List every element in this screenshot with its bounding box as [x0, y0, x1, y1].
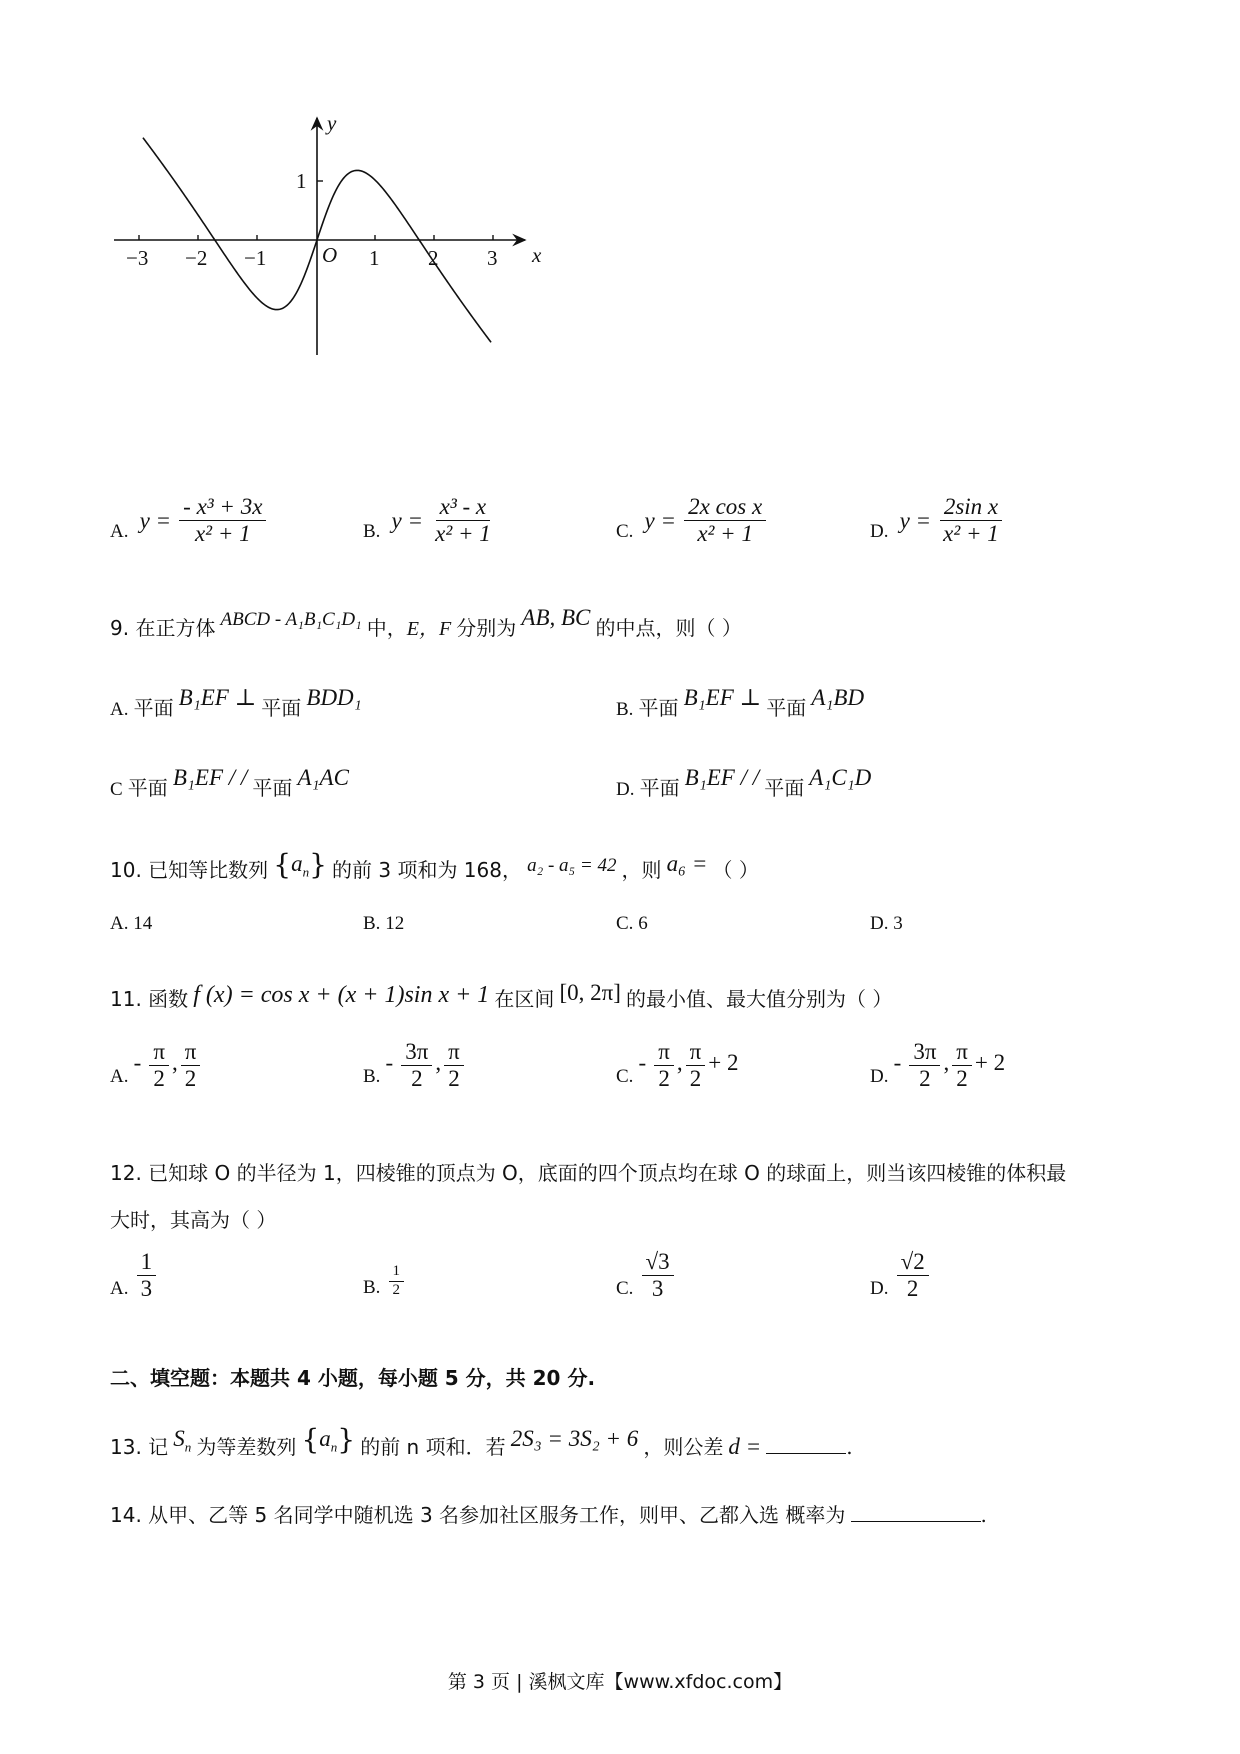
option-letter: D.: [870, 520, 889, 542]
option-letter: C.: [616, 520, 634, 542]
q12-option-a: [110, 1250, 159, 1301]
fraction: $\frac{3\pi}{2}$: [909, 1040, 940, 1091]
common-difference: d =: [728, 1434, 762, 1459]
fraction: $\frac{1}{2}$: [389, 1264, 405, 1299]
separator: ,: [171, 1050, 178, 1076]
fraction: $\frac{√3}{3}$: [642, 1250, 674, 1301]
question-text: 为等差数列: [196, 1435, 297, 1459]
question-text: 在区间: [494, 987, 555, 1011]
points-ef: E，F: [406, 618, 452, 640]
q12-options: [110, 1250, 1120, 1320]
plane-expr: A₁C₁D: [809, 765, 872, 790]
fraction: $\frac{\pi}{2}$: [444, 1040, 464, 1091]
option-fraction: $\frac{\text{2x cos x}}{\text{x² + 1}}$: [684, 495, 766, 546]
question-number: 9. 在正方体: [110, 616, 216, 640]
question-text: 的前 3 项和为 168，: [332, 858, 522, 882]
question-9: [110, 605, 742, 641]
q11-option-a: [110, 1040, 203, 1091]
option-letter: A.: [110, 520, 129, 542]
sequence: $\{a_n\}$: [273, 848, 327, 881]
question-text: 中，: [366, 616, 407, 640]
plane-expr: A₁AC: [297, 765, 349, 790]
question-12-line1: 12. 已知球 O 的半径为 1，四棱锥的顶点为 O，底面的四个顶点均在球 O 的球面上，则当该四棱锥的体积最: [110, 1161, 1067, 1185]
q12-option-c: [616, 1250, 677, 1301]
plane-expr: B₁EF ⊥: [178, 685, 257, 710]
function-graph: [110, 110, 570, 410]
q10-option-c: C. 6: [616, 913, 648, 934]
option-letter: D.: [616, 779, 635, 800]
plane-word: 平面: [261, 696, 302, 720]
question-text: 的中点，则（ ）: [595, 616, 742, 640]
plane-word: 平面: [133, 696, 174, 720]
q10-option-a: A. 14: [110, 913, 153, 934]
q9-option-d: [616, 765, 871, 801]
separator: ,: [676, 1050, 683, 1076]
cube-name: ABCD - A₁B₁C₁D₁: [220, 609, 362, 630]
period: .: [846, 1435, 853, 1459]
q9-option-c: [110, 765, 349, 801]
option-letter: B.: [363, 520, 381, 542]
y-tick-label: 1: [296, 169, 307, 193]
segments: AB, BC: [521, 605, 591, 630]
period: .: [980, 1503, 987, 1527]
plane-word: 平面: [638, 696, 679, 720]
plane-expr: A₁BD: [811, 685, 865, 710]
option-letter: C: [110, 779, 123, 800]
option-lhs: y =: [899, 507, 932, 533]
question-13: [110, 1423, 853, 1460]
option-letter: D.: [870, 1278, 889, 1300]
q8-option-b: [363, 495, 498, 546]
x-tick-label: 2: [428, 246, 439, 270]
q9-option-a: [110, 685, 362, 721]
option-fraction: $\frac{\text{- x³ + 3x}}{\text{x² + 1}}$: [179, 495, 266, 546]
plane-word: 平面: [764, 776, 805, 800]
question-text: ，则公差: [643, 1435, 724, 1459]
q11-option-b: [363, 1040, 467, 1091]
x-tick-marks: [139, 181, 493, 240]
sign: -: [893, 1050, 902, 1076]
question-12-line2: 大时，其高为（ ）: [110, 1208, 277, 1232]
sign: -: [133, 1050, 142, 1076]
question-text: 的前 n 项和．若: [360, 1435, 506, 1459]
q8-option-d: [870, 495, 1006, 546]
x-tick-label: 3: [487, 246, 498, 270]
origin-label: O: [322, 243, 338, 267]
x-tick-label: 1: [369, 246, 380, 270]
sign: -: [638, 1050, 647, 1076]
option-tail: + 2: [974, 1050, 1006, 1076]
question-text: ，则: [621, 858, 662, 882]
option-fraction: $\frac{\text{2sin x}}{\text{x² + 1}}$: [939, 495, 1003, 546]
fraction: $\frac{\pi}{2}$: [654, 1040, 674, 1091]
asked-term: a₆ =: [666, 851, 708, 876]
fraction: $\frac{\pi}{2}$: [686, 1040, 706, 1091]
plane-word: 平面: [766, 696, 807, 720]
fraction: $\frac{\pi}{2}$: [181, 1040, 201, 1091]
page-footer: 第 3 页 | 溪枫文库【www.xfdoc.com】: [447, 1671, 793, 1693]
option-tail: + 2: [708, 1050, 739, 1076]
sign: -: [385, 1050, 394, 1076]
sum-symbol: $S_n$: [173, 1426, 192, 1455]
plane-word: 平面: [639, 776, 680, 800]
plane-word: 平面: [252, 776, 293, 800]
question-number: 11. 函数: [110, 987, 189, 1011]
fraction: $\frac{\pi}{2}$: [952, 1040, 972, 1091]
q11-option-c: [616, 1040, 739, 1091]
q8-options: [110, 495, 1120, 565]
plane-expr: B₁EF ⊥: [683, 685, 762, 710]
q8-option-a: [110, 495, 269, 546]
plane-word: 平面: [127, 776, 168, 800]
q8-option-c: [616, 495, 769, 546]
fraction: $\frac{\pi}{2}$: [149, 1040, 169, 1091]
q10-option-d: D. 3: [870, 913, 903, 934]
section-heading: 二、填空题：本题共 4 小题，每小题 5 分，共 20 分.: [110, 1366, 596, 1390]
q9-option-b: [616, 685, 864, 721]
answer-blank[interactable]: [766, 1435, 846, 1454]
q12-option-d: [870, 1250, 932, 1301]
question-number: 13. 记: [110, 1435, 169, 1459]
equation: 2S₃ = 3S₂ + 6: [510, 1426, 639, 1451]
separator: ,: [435, 1050, 442, 1076]
x-tick-label: −2: [185, 246, 208, 270]
x-tick-label: −1: [244, 246, 267, 270]
q12-option-b: [363, 1250, 407, 1299]
answer-blank[interactable]: [851, 1503, 981, 1522]
q10-options: [110, 913, 1120, 943]
fraction: $\frac{1}{3}$: [137, 1250, 157, 1301]
option-letter: D.: [870, 1066, 889, 1088]
question-11: [110, 980, 892, 1010]
function-expr: f (x) = cos x + (x + 1)sin x + 1: [193, 982, 490, 1008]
question-text: （ ）: [712, 858, 759, 882]
plane-expr: B₁EF / /: [172, 765, 248, 790]
plane-expr: B₁EF / /: [684, 765, 760, 790]
x-axis-label: x: [532, 243, 542, 267]
q11-option-d: [870, 1040, 1005, 1091]
plane-expr: BDD₁: [306, 685, 362, 710]
question-14: [110, 1503, 987, 1526]
option-letter: B.: [616, 699, 634, 720]
x-tick-label: −3: [126, 246, 149, 270]
q11-options: [110, 1040, 1120, 1110]
question-text: 的最小值、最大值分别为（ ）: [626, 987, 893, 1011]
option-lhs: y =: [139, 507, 172, 533]
question-number: 10. 已知等比数列: [110, 858, 269, 882]
option-letter: C.: [616, 1066, 634, 1088]
option-letter: A.: [110, 1066, 129, 1088]
question-text: 14. 从甲、乙等 5 名同学中随机选 3 名参加社区服务工作，则甲、乙都入选 概率为: [110, 1503, 846, 1527]
option-letter: C.: [616, 1278, 634, 1300]
condition: a₂ - a₅ = 42: [527, 855, 617, 876]
option-lhs: y =: [391, 507, 424, 533]
option-fraction: $\frac{\text{x³ - x}}{\text{x² + 1}}$: [435, 494, 491, 547]
y-axis-label: y: [327, 111, 337, 135]
fraction: $\frac{3\pi}{2}$: [401, 1040, 432, 1091]
separator: ,: [943, 1050, 950, 1076]
option-letter: B.: [363, 1276, 381, 1298]
q10-option-b: B. 12: [363, 913, 405, 934]
option-letter: A.: [110, 1278, 129, 1300]
question-text: 分别为: [456, 616, 517, 640]
option-lhs: y =: [644, 507, 677, 533]
fraction: $\frac{√2}{2}$: [897, 1250, 929, 1301]
interval: [0, 2π]: [559, 980, 621, 1005]
option-letter: B.: [363, 1066, 381, 1088]
sequence: $\{a_n\}$: [301, 1423, 356, 1456]
question-10: [110, 848, 759, 881]
option-letter: A.: [110, 699, 129, 720]
